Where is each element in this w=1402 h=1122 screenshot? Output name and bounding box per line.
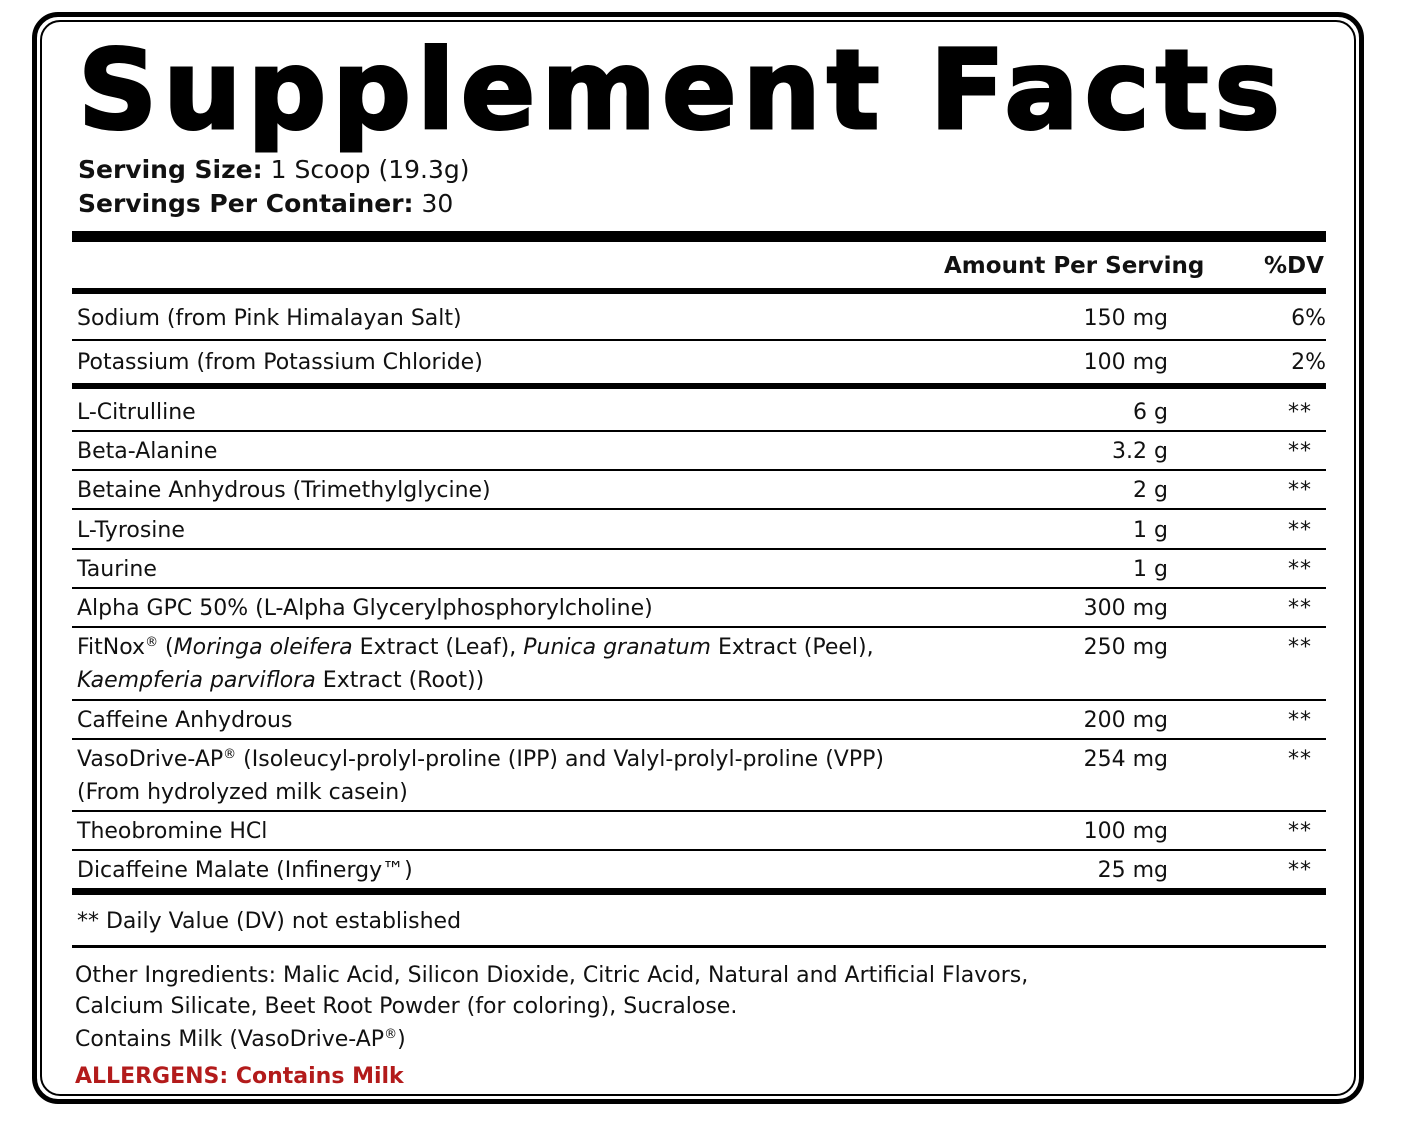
ingredient-dv: ** (1288, 708, 1312, 733)
row-divider (72, 508, 1326, 510)
ingredient-dv: ** (1288, 557, 1312, 582)
row-divider (72, 738, 1326, 740)
registered-mark: ® (384, 1027, 398, 1042)
species-name: Punica granatum (523, 635, 711, 660)
ingredient-name: Dicaffeine Malate (Infinergy™) (77, 858, 413, 883)
row-divider (72, 430, 1326, 432)
serving-size (78, 155, 470, 185)
row-divider (72, 339, 1326, 341)
fitnox-text: Extract (Root)) (315, 668, 485, 693)
ingredient-amount: 6 g (1133, 400, 1168, 425)
dv-footnote: ** Daily Value (DV) not established (77, 909, 462, 934)
row-divider (72, 626, 1326, 628)
row-divider (72, 587, 1326, 589)
fitnox-brand: FitNox (77, 635, 146, 660)
vasodrive-text: (Isoleucyl-prolyl-proline (IPP) and Valyl-prolyl-proline (VPP) (236, 747, 884, 772)
ingredient-amount: 25 mg (1097, 858, 1168, 883)
serving-size-label: Serving Size: (78, 155, 263, 184)
fitnox-text: Extract (Leaf), (352, 635, 524, 660)
ingredient-dv: ** (1288, 596, 1312, 621)
amount-per-serving-header: Amount Per Serving (944, 253, 1205, 279)
row-divider (72, 849, 1326, 851)
contains-milk-statement (75, 1024, 406, 1056)
ingredient-dv: 2% (1291, 350, 1326, 375)
thick-divider (72, 231, 1326, 242)
ingredient-name: Betaine Anhydrous (Trimethylglycine) (77, 478, 491, 503)
ingredient-amount: 200 mg (1083, 708, 1168, 733)
other-ingredients-line: Other Ingredients: Malic Acid, Silicon Dioxide, Citric Acid, Natural and Artificial Flavors, (75, 963, 1029, 988)
ingredient-dv: ** (1288, 518, 1312, 543)
servings-per-container-value: 30 (421, 189, 454, 218)
fitnox-open: ( (158, 635, 174, 660)
contains-close: ) (397, 1027, 406, 1052)
ingredient-name: Caffeine Anhydrous (77, 708, 293, 733)
serving-size-value: 1 Scoop (19.3g) (270, 155, 470, 184)
medium-divider (72, 288, 1326, 294)
ingredient-amount: 300 mg (1083, 596, 1168, 621)
row-divider (72, 469, 1326, 471)
other-ingredients (75, 960, 1028, 1022)
ingredient-name: Theobromine HCl (77, 819, 268, 844)
species-name: Moringa oleifera (173, 635, 353, 660)
ingredient-dv: ** (1288, 439, 1312, 464)
ingredient-dv: ** (1288, 400, 1312, 425)
row-divider (72, 548, 1326, 550)
ingredient-amount: 250 mg (1083, 635, 1168, 660)
ingredient-amount: 150 mg (1083, 306, 1168, 331)
fitnox-text: Extract (Peel), (711, 635, 874, 660)
ingredient-name: Taurine (77, 557, 157, 582)
other-ingredients-line: Calcium Silicate, Beet Root Powder (for coloring), Sucralose. (75, 994, 738, 1019)
page-title: Supplement Facts (78, 26, 1286, 154)
ingredient-name: Sodium (from Pink Himalayan Salt) (77, 306, 462, 331)
servings-per-container (78, 189, 453, 219)
ingredient-amount: 1 g (1133, 557, 1168, 582)
ingredient-amount: 3.2 g (1112, 439, 1168, 464)
ingredient-name: Beta-Alanine (77, 439, 218, 464)
footnote-divider (72, 945, 1326, 948)
ingredient-amount: 2 g (1133, 478, 1168, 503)
ingredient-dv: ** (1288, 819, 1312, 844)
ingredient-dv: ** (1288, 635, 1312, 660)
medium-divider (72, 888, 1326, 895)
row-divider (72, 810, 1326, 812)
ingredient-amount: 100 mg (1083, 819, 1168, 844)
ingredient-name (77, 743, 977, 809)
ingredient-amount: 254 mg (1083, 747, 1168, 772)
ingredient-dv: 6% (1291, 306, 1326, 331)
servings-per-container-label: Servings Per Container: (78, 189, 414, 218)
vasodrive-brand: VasoDrive-AP (77, 747, 224, 772)
ingredient-dv: ** (1288, 478, 1312, 503)
registered-mark: ® (145, 635, 159, 650)
ingredient-dv: ** (1288, 747, 1312, 772)
ingredient-name: L-Tyrosine (77, 518, 185, 543)
ingredient-amount: 1 g (1133, 518, 1168, 543)
registered-mark: ® (223, 747, 237, 762)
allergens-warning: ALLERGENS: Contains Milk (75, 1064, 404, 1089)
ingredient-name: Alpha GPC 50% (L-Alpha Glycerylphosphorylcholine) (77, 596, 653, 621)
ingredient-name: Potassium (from Potassium Chloride) (77, 350, 483, 375)
ingredient-amount: 100 mg (1083, 350, 1168, 375)
ingredient-dv: ** (1288, 858, 1312, 883)
row-divider (72, 699, 1326, 701)
contains-text: Contains Milk (VasoDrive-AP (75, 1027, 385, 1052)
dv-header: %DV (1264, 253, 1324, 279)
vasodrive-text: (From hydrolyzed milk casein) (77, 780, 408, 805)
ingredient-name (77, 631, 977, 697)
medium-divider (72, 383, 1326, 389)
species-name: Kaempferia parviflora (77, 668, 316, 693)
ingredient-name: L-Citrulline (77, 400, 196, 425)
